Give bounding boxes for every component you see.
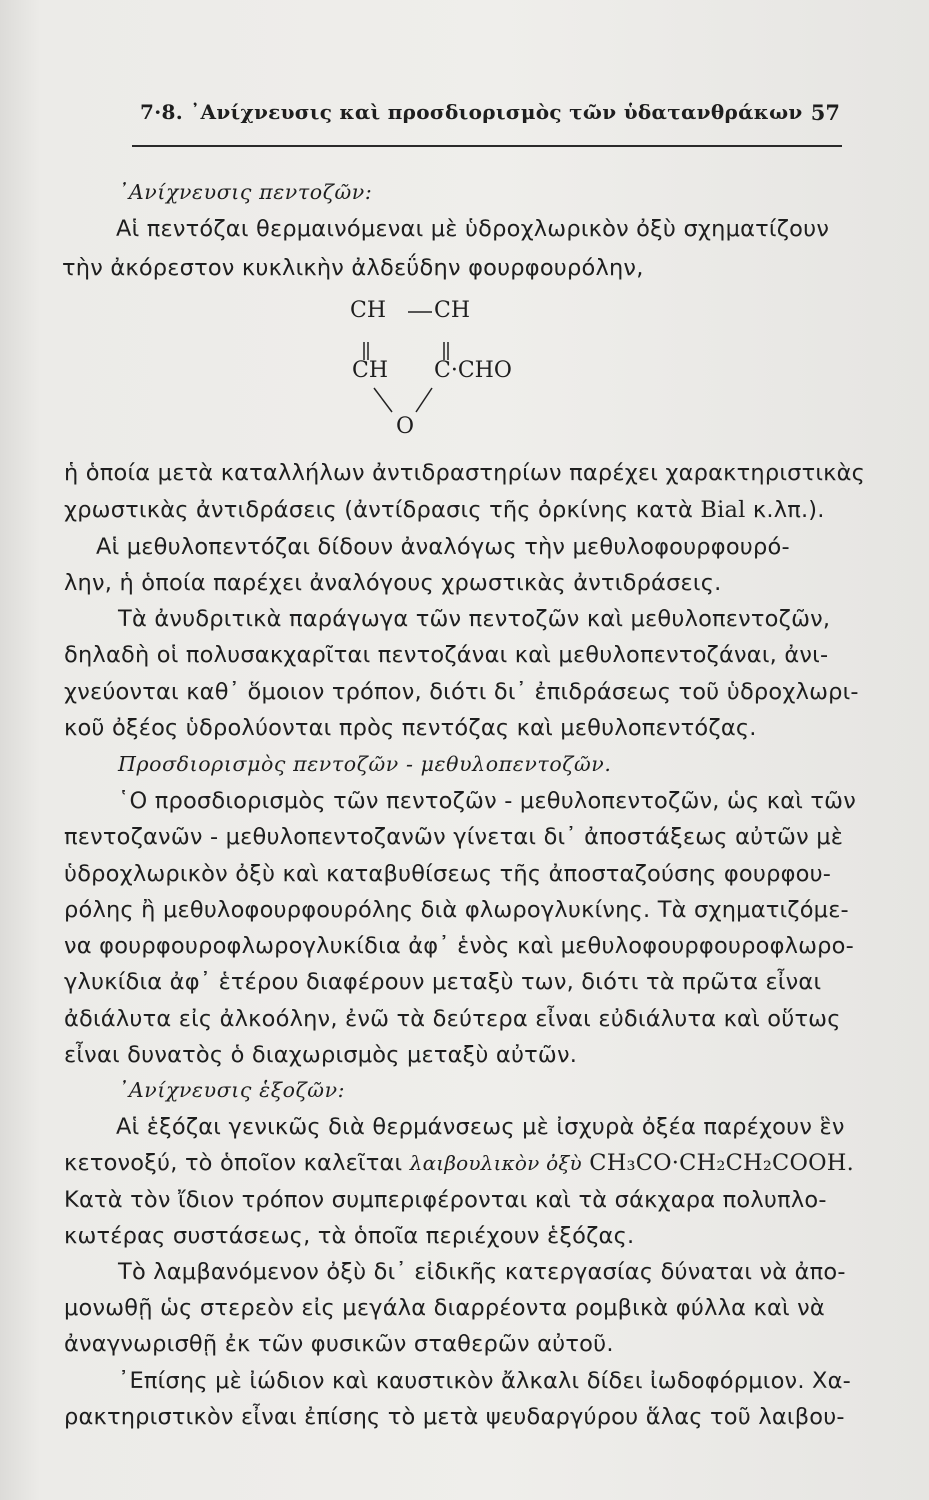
pentoses-detection-heading: ᾿Ανίχνευσις πεντοζῶν: [118,180,373,204]
text-line: ἡ ὁποία μετὰ καταλλήλων ἀντιδραστηρίων παρέχει χαρακτηριστικὰς [64,460,866,486]
text-line [64,497,825,523]
pentoses-quantification-heading: Προσδιορισμὸς πεντοζῶν - μεθυλοπεντοζῶν. [118,752,612,776]
text-line: ᾿Επίσης μὲ ἰώδιον καὶ καυστικὸν ἄλκαλι δίδει ἰωδοφόρμιον. Χα- [118,1368,851,1394]
text-line: κωτέρας συστάσεως, τὰ ὁποῖα περιέχουν ἑξόζας. [64,1223,635,1249]
text-line: εἶναι δυνατὸς ὁ διαχωρισμὸς μεταξὺ αὐτῶν. [64,1042,578,1068]
text-line: δηλαδὴ οἱ πολυσακχαρῖται πεντοζάναι καὶ μεθυλοπεντοζάναι, ἀνι- [64,642,829,668]
text-line: Τὰ ἀνυδριτικὰ παράγωγα τῶν πεντοζῶν καὶ μεθυλοπεντοζῶν, [118,606,831,632]
text-line: κοῦ ὀξέος ὑδρολύονται πρὸς πεντόζας καὶ μεθυλοπεντόζας. [64,715,757,741]
text-line: Αἱ πεντόζαι θερμαινόμεναι μὲ ὑδροχλωρικὸν ὀξὺ σχηματίζουν [116,216,830,242]
text-line: πεντοζανῶν - μεθυλοπεντοζανῶν γίνεται δι᾿ ἀποστάξεως αὐτῶν μὲ [64,824,844,850]
text-line: Κατὰ τὸν ἴδιον τρόπον συμπεριφέρονται καὶ τὰ σάκχαρα πολυπλο- [64,1187,827,1213]
text-span: κετονοξύ, τὸ ὁποῖον καλεῖται [64,1150,410,1176]
text-line: ῾Ο προσδιορισμὸς τῶν πεντοζῶν - μεθυλοπεντοζῶν, ὡς καὶ τῶν [118,788,856,814]
text-line: Αἱ ἑξόζαι γενικῶς διὰ θερμάνσεως μὲ ἰσχυρὰ ὀξέα παρέχουν ἓν [116,1114,845,1140]
bial-name: Bial [700,497,746,523]
text-line [64,1150,854,1176]
running-header [140,100,840,136]
furfural-structure [350,298,550,448]
levulinic-acid-name: λαιβουλικὸν ὀξὺ [409,1151,582,1175]
text-line: γλυκίδια ἀφ᾿ ἑτέρου διαφέρουν μεταξὺ των, διότι τὰ πρῶτα εἶναι [64,969,822,995]
page-number: 57 [810,100,840,125]
text-line: Τὸ λαμβανόμενον ὀξὺ δι᾿ εἰδικῆς κατεργασίας δύναται νὰ ἀπο- [118,1259,846,1285]
text-line: ἀδιάλυτα εἰς ἀλκοόλην, ἐνῶ τὰ δεύτερα εἶναι εὐδιάλυτα καὶ οὕτως [64,1006,841,1032]
text-line: τὴν ἀκόρεστον κυκλικὴν ἀλδεΰδην φουρφουρόλην, [62,255,644,281]
text-line: ὑδροχλωρικὸν ὀξὺ καὶ καταβυθίσεως τῆς ἀποσταζούσης φουρφου- [64,861,832,887]
ch-top-right: CH [434,298,471,323]
text-line: ἀναγνωρισθῇ ἐκ τῶν φυσικῶν σταθερῶν αὐτοῦ. [64,1331,614,1357]
text-span: χρωστικὰς ἀντιδράσεις (ἀντίδρασις τῆς ὀρκίνης κατὰ [64,497,701,523]
text-line: ρόλης ἢ μεθυλοφουρφουρόλης διὰ φλωρογλυκίνης. Τὰ σχηματιζόμε- [64,897,849,923]
ring-oxygen: O [396,414,415,439]
ch-bottom-left: CH [352,358,389,383]
text-line: μονωθῇ ὡς στερεὸν εἰς μεγάλα διαρρέοντα ρομβικὰ φύλλα καὶ νὰ [64,1295,825,1321]
text-line: ρακτηριστικὸν εἶναι ἐπίσης τὸ μετὰ ψευδαργύρου ἅλας τοῦ λαιβου- [64,1404,845,1430]
header-rule [132,145,842,147]
text-line: Αἱ μεθυλοπεντόζαι δίδουν ἀναλόγως τὴν μεθυλοφουρφουρό- [96,534,790,560]
text-span: κ.λπ.). [745,497,825,523]
text-line: να φουρφουροφλωρογλυκίδια ἀφ᾿ ἑνὸς καὶ μεθυλοφουρφουροφλωρο- [64,933,854,959]
text-line: χνεύονται καθ᾿ ὅμοιον τρόπον, διότι δι᾿ ἐπιδράσεως τοῦ ὑδροχλωρι- [64,679,859,705]
hexoses-detection-heading: ᾿Ανίχνευσις ἑξοζῶν: [118,1078,346,1102]
levulinic-acid-formula: CH₃CO·CH₂CH₂COOH. [581,1150,854,1176]
text-line: λην, ἡ ὁποία παρέχει ἀναλόγους χρωστικὰς ἀντιδράσεις. [64,570,722,596]
ch-top-left: CH [350,298,387,323]
c-cho-group: C·CHO [434,358,512,383]
running-title: 7·8. ᾿Ανίχνευσις καὶ προσδιορισμὸς τῶν ὑδατανθράκων [140,100,803,124]
